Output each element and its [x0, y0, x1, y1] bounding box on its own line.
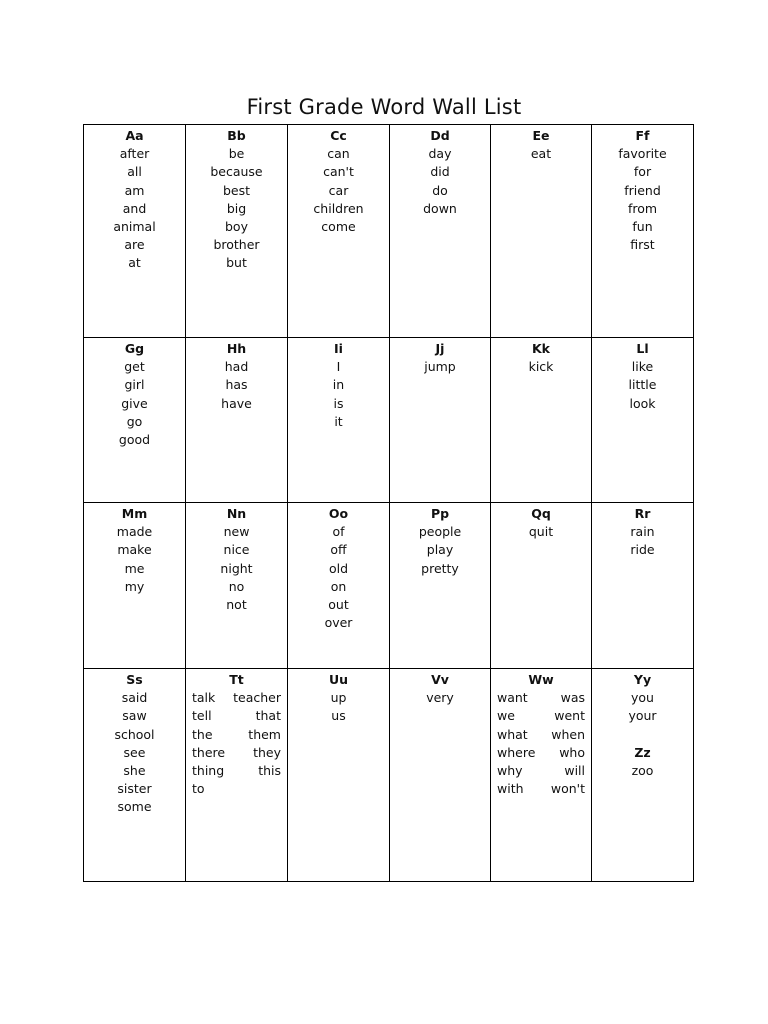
word: night [220, 560, 253, 576]
word-wall-grid [83, 124, 694, 882]
word: went [554, 708, 585, 724]
word: made [116, 524, 153, 540]
word: be [228, 146, 245, 162]
word: kick [528, 359, 554, 375]
word: had [224, 359, 249, 375]
word: not [226, 597, 247, 613]
cell-ss [84, 669, 186, 881]
word: you [631, 690, 654, 706]
word: won't [550, 781, 585, 797]
word: who [559, 744, 585, 760]
word: can't [323, 164, 354, 180]
word: the [192, 726, 213, 742]
word: to [192, 781, 205, 797]
word: day [428, 146, 452, 162]
word: do [432, 182, 448, 198]
word: brother [213, 237, 260, 253]
word: off [330, 542, 347, 558]
cell-hh [186, 338, 288, 503]
letter-heading: Pp [430, 506, 450, 521]
cell-mm [84, 503, 186, 669]
word: new [223, 524, 250, 540]
word: was [560, 690, 585, 706]
word: after [119, 146, 150, 162]
word: pretty [421, 560, 459, 576]
letter-heading: Ww [528, 672, 554, 687]
cell-oo [288, 503, 390, 669]
word: very [426, 690, 454, 706]
word: up [330, 690, 347, 706]
word: see [123, 744, 146, 760]
word: with [497, 781, 524, 797]
word: did [430, 164, 450, 180]
word: jump [424, 359, 456, 375]
word: I [336, 359, 341, 375]
cell-ww [491, 669, 592, 881]
spacer [592, 726, 693, 744]
cell-kk [491, 338, 592, 503]
letter-heading: Uu [328, 672, 349, 687]
word: they [253, 744, 281, 760]
word: thing [192, 763, 225, 779]
word: talk [192, 690, 216, 706]
letter-heading: Yy [633, 672, 652, 687]
cell-pp [390, 503, 491, 669]
word: like [631, 359, 654, 375]
word: saw [122, 708, 147, 724]
word: animal [113, 219, 156, 235]
letter-heading: Vv [431, 672, 449, 687]
word: are [124, 237, 145, 253]
cell-rr [592, 503, 693, 669]
letter-heading: Ll [636, 341, 649, 356]
word: quit [528, 524, 554, 540]
word: come [321, 219, 356, 235]
word: them [248, 726, 281, 742]
word: this [258, 763, 281, 779]
word: there [192, 744, 226, 760]
word: fun [632, 219, 653, 235]
cell-tt [186, 669, 288, 881]
cell-ii [288, 338, 390, 503]
word: she [123, 763, 146, 779]
word: but [226, 255, 247, 271]
letter-heading: Mm [121, 506, 148, 521]
word: it [334, 413, 343, 429]
letter-heading: Tt [229, 672, 244, 687]
word: said [121, 690, 148, 706]
letter-heading: Oo [328, 506, 349, 521]
word: sister [117, 781, 152, 797]
letter-heading: Ss [126, 672, 143, 687]
letter-heading: Qq [531, 506, 551, 521]
letter-heading: Ii [334, 341, 343, 356]
word: teacher [233, 690, 281, 706]
word: school [114, 726, 155, 742]
word: go [126, 413, 143, 429]
word: what [497, 726, 528, 742]
cell-cc [288, 125, 390, 338]
letter-heading: Ff [635, 128, 650, 143]
word-list [491, 689, 591, 798]
word: me [124, 560, 145, 576]
word: when [551, 726, 585, 742]
cell-uu [288, 669, 390, 881]
word: no [228, 578, 245, 594]
cell-dd [390, 125, 491, 338]
word: favorite [618, 146, 667, 162]
letter-heading: Nn [226, 506, 247, 521]
word: we [497, 708, 515, 724]
cell-yy-zz [592, 669, 693, 881]
letter-heading: Ee [532, 128, 550, 143]
word: look [629, 395, 656, 411]
word: over [324, 615, 353, 631]
word: friend [624, 182, 661, 198]
cell-bb [186, 125, 288, 338]
letter-heading: Kk [532, 341, 550, 356]
word: want [497, 690, 528, 706]
word: rain [630, 524, 655, 540]
word: all [127, 164, 142, 180]
word: have [221, 395, 252, 411]
word: of [332, 524, 345, 540]
letter-heading: Aa [125, 128, 144, 143]
word: at [128, 255, 141, 271]
word-list [186, 689, 287, 798]
word: down [423, 200, 457, 216]
letter-heading: Gg [124, 341, 145, 356]
word: ride [630, 542, 655, 558]
word: your [628, 708, 657, 724]
letter-heading: Hh [226, 341, 247, 356]
cell-ff [592, 125, 693, 338]
letter-heading: Dd [430, 128, 450, 143]
word: tell [192, 708, 212, 724]
cell-aa [84, 125, 186, 338]
word: nice [223, 542, 250, 558]
word: that [255, 708, 281, 724]
letter-heading: Bb [227, 128, 246, 143]
cell-jj [390, 338, 491, 503]
word: give [121, 395, 148, 411]
word: will [564, 763, 585, 779]
word: old [328, 560, 349, 576]
word: is [333, 395, 344, 411]
word: and [122, 200, 147, 216]
word: best [222, 182, 251, 198]
word: in [332, 377, 345, 393]
word: children [313, 200, 364, 216]
word: on [330, 578, 347, 594]
word: people [418, 524, 462, 540]
word: little [628, 377, 657, 393]
word: first [630, 237, 655, 253]
word: from [627, 200, 658, 216]
cell-vv [390, 669, 491, 881]
word: some [117, 799, 152, 815]
letter-heading: Cc [330, 128, 347, 143]
word: because [210, 164, 263, 180]
word: car [328, 182, 349, 198]
word: boy [225, 219, 248, 235]
cell-nn [186, 503, 288, 669]
cell-ee [491, 125, 592, 338]
page-title: First Grade Word Wall List [246, 95, 522, 119]
word: make [117, 542, 152, 558]
cell-ll [592, 338, 693, 503]
letter-heading: Jj [435, 341, 445, 356]
letter-heading: Zz [634, 744, 651, 760]
word: am [124, 182, 145, 198]
word: for [633, 164, 652, 180]
word: girl [124, 377, 145, 393]
word: has [225, 377, 248, 393]
word: can [327, 146, 350, 162]
cell-qq [491, 503, 592, 669]
word: zoo [631, 762, 654, 778]
word: good [118, 432, 151, 448]
word: eat [530, 146, 552, 162]
letter-heading: Rr [634, 506, 651, 521]
word: my [124, 578, 145, 594]
word: us [331, 708, 346, 724]
cell-gg [84, 338, 186, 503]
word: out [328, 597, 349, 613]
word: get [124, 359, 145, 375]
word: play [426, 542, 454, 558]
word: where [497, 744, 536, 760]
word: big [226, 200, 247, 216]
word: why [497, 763, 523, 779]
